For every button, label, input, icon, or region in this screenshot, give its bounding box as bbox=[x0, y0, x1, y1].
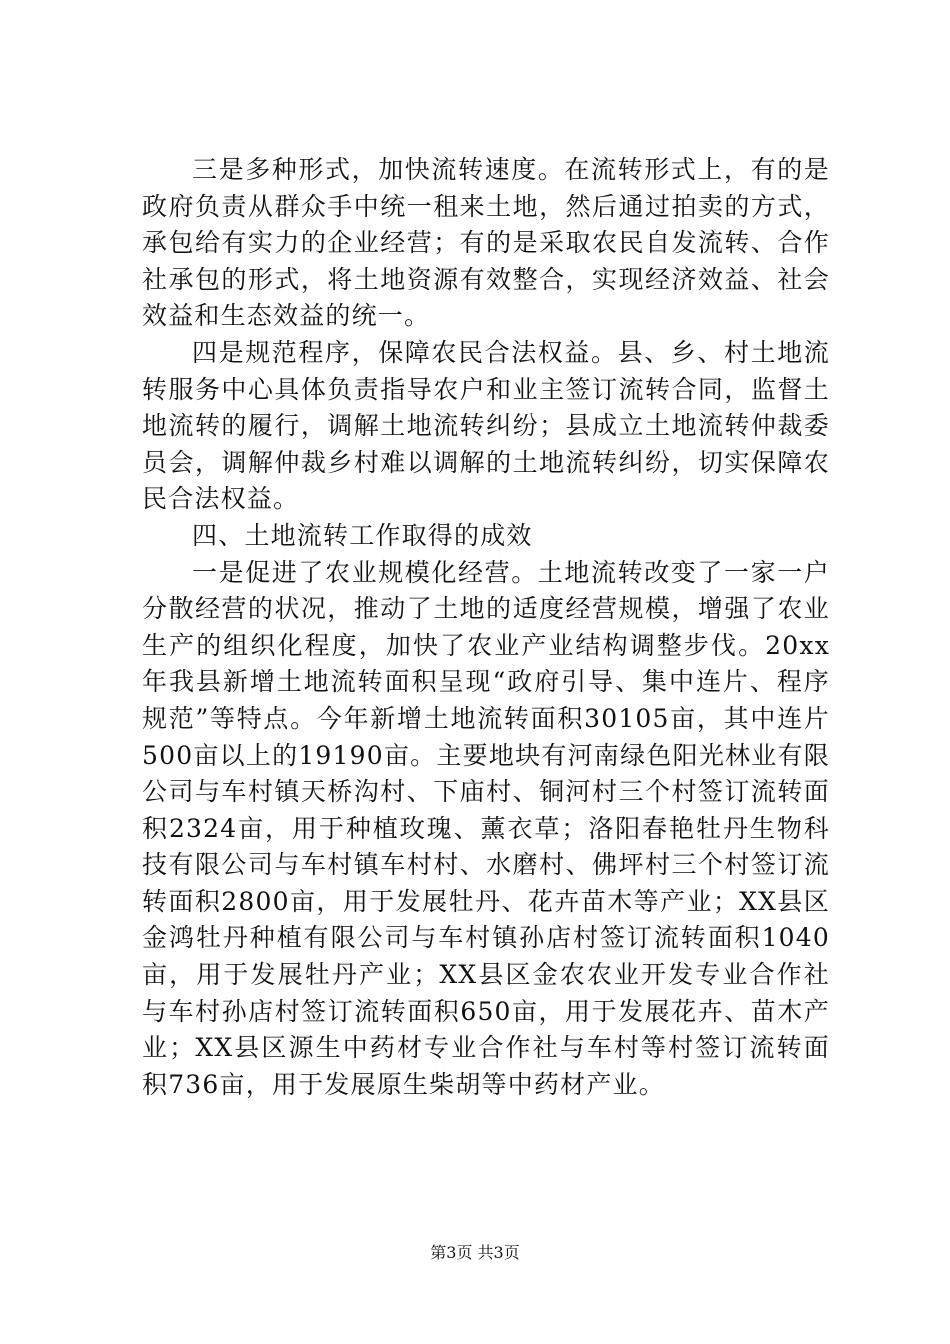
page-footer: 第3页 共3页 bbox=[430, 1243, 520, 1262]
paragraph-three-multiple-forms: 三是多种形式，加快流转速度。在流转形式上，有的是政府负责从群众手中统一租来土地，然后通过拍卖的方式，承包给有实力的企业经营；有的是采取农民自发流转、合作社承包的形式，将土地资源有效整合，实现经济效益、社会效益和生态效益的统一。 bbox=[142, 155, 830, 331]
paragraph-four-standardize-procedures: 四是规范程序，保障农民合法权益。县、乡、村土地流转服务中心具体负责指导农户和业主签订流转合同，监督土地流转的履行，调解土地流转纠纷；县成立土地流转仲裁委员会，调解仲裁乡村难以调解的土地流转纠纷，切实保障农民合法权益。 bbox=[142, 337, 830, 514]
paragraph-one-scale-operation: 一是促进了农业规模化经营。土地流转改变了一家一户分散经营的状况，推动了土地的适度经营规模，增强了农业生产的组织化程度，加快了农业产业结构调整步伐。20xx年我县新增土地流转面积呈现“政府引导、集中连片、程序规范”等特点。今年新增土地流转面积30105亩，其中连片500亩以上的19190亩。主要地块有河南绿色阳光林业有限公司与车村镇天桥沟村、下庙村、铜河村三个村签订流转面积2324亩，用于种植玫瑰、薰衣草；洛阳春艳牡丹生物科技有限公司与车村镇车村村、水磨村、佛坪村三个村签订流转面积2800亩，用于发展牡丹、花卉苗木等产业；XX县区金鸿牡丹种植有限公司与车村镇孙店村签订流转面积1040亩，用于发展牡丹产业；XX县区金农农业开发专业合作社与车村孙店村签订流转面积650亩，用于发展花卉、苗木产业；XX县区源生中药材专业合作社与车村等村签订流转面积736亩，用于发展原生柴胡等中药材产业。 bbox=[142, 557, 830, 1099]
section-heading-achievements: 四、土地流转工作取得的成效 bbox=[192, 520, 533, 550]
document-body bbox=[142, 152, 830, 1103]
